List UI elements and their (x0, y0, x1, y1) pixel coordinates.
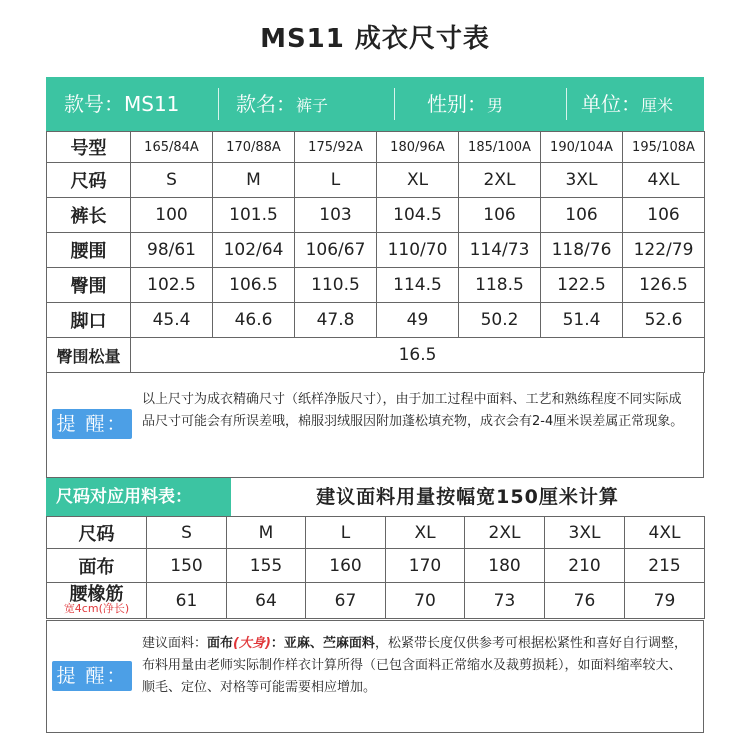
row-label-hip-ease: 臀围松量 (47, 338, 131, 373)
table-cell: 51.4 (541, 303, 623, 338)
table-row (47, 517, 705, 549)
table-cell: 215 (625, 549, 705, 583)
table-cell: 70 (386, 583, 465, 619)
note-box (46, 372, 704, 478)
table-row (47, 583, 705, 619)
table-cell: 47.8 (295, 303, 377, 338)
note-prefix: 建议面料： (142, 636, 208, 651)
row-label-elastic (47, 583, 147, 619)
note-rest: ，松紧带长度仅供参考可根据松紧性和喜好自行调整，布料用量由老师实际制作样衣计算所得（已包含面料正常缩水及裁剪损耗），如面料缩率较大、顺毛、定位、对格等可能需要相应增加。 (142, 636, 687, 695)
table-cell: 102.5 (131, 268, 213, 303)
table-cell: 210 (545, 549, 625, 583)
table-cell: 106/67 (295, 233, 377, 268)
note-box (46, 620, 704, 733)
table-cell: 180/96A (377, 132, 459, 163)
divider (566, 88, 567, 120)
table-cell: 190/104A (541, 132, 623, 163)
divider (394, 88, 395, 120)
table-cell: 101.5 (213, 198, 295, 233)
unit-value: 厘米 (641, 96, 674, 115)
row-label-hem: 脚口 (47, 303, 131, 338)
size-table (46, 131, 705, 373)
table-cell: 195/108A (623, 132, 705, 163)
elastic-sublabel: 宽4cm(净长) (63, 601, 130, 615)
table-cell: M (213, 163, 295, 198)
table-cell: 110/70 (377, 233, 459, 268)
table-cell: 3XL (541, 163, 623, 198)
table-row (47, 163, 705, 198)
garment-name-value: 裤子 (296, 96, 329, 115)
fabric-section-title: 建议面料用量按幅宽150厘米计算 (316, 486, 619, 508)
table-cell: 126.5 (623, 268, 705, 303)
note-text (142, 633, 694, 699)
table-cell: 98/61 (131, 233, 213, 268)
table-row (47, 338, 705, 373)
table-cell: 67 (306, 583, 386, 619)
table-cell: 165/84A (131, 132, 213, 163)
table-cell: 106 (459, 198, 541, 233)
row-label-size: 尺码 (47, 163, 131, 198)
table-cell: 45.4 (131, 303, 213, 338)
row-label-length: 裤长 (47, 198, 131, 233)
divider (218, 88, 219, 120)
elastic-label: 腰橡筋 (69, 583, 124, 605)
table-row (47, 268, 705, 303)
table-cell: 4XL (625, 517, 705, 549)
table-cell: 155 (227, 549, 306, 583)
gender-label: 性别： (427, 92, 487, 116)
row-label-fabric: 面布 (47, 549, 147, 583)
table-cell: 73 (465, 583, 545, 619)
table-cell: 46.6 (213, 303, 295, 338)
table-cell: 102/64 (213, 233, 295, 268)
table-cell: 103 (295, 198, 377, 233)
table-cell: 2XL (465, 517, 545, 549)
table-row (47, 198, 705, 233)
fabric-table (46, 516, 705, 619)
table-cell: 160 (306, 549, 386, 583)
table-cell: 114.5 (377, 268, 459, 303)
table-cell: L (295, 163, 377, 198)
table-cell: S (131, 163, 213, 198)
table-cell: 52.6 (623, 303, 705, 338)
table-cell: 175/92A (295, 132, 377, 163)
table-cell: 3XL (545, 517, 625, 549)
table-cell: 4XL (623, 163, 705, 198)
note-badge: 提 醒： (52, 409, 132, 439)
table-row (47, 549, 705, 583)
table-cell: 150 (147, 549, 227, 583)
table-cell: M (227, 517, 306, 549)
table-cell: 122.5 (541, 268, 623, 303)
table-cell: 61 (147, 583, 227, 619)
table-cell: 76 (545, 583, 625, 619)
fabric-section-label: 尺码对应用料表： (46, 478, 231, 516)
table-cell: 64 (227, 583, 306, 619)
table-cell: 79 (625, 583, 705, 619)
table-cell: 118/76 (541, 233, 623, 268)
table-cell: 180 (465, 549, 545, 583)
page-title: MS11 成衣尺寸表 (260, 24, 490, 54)
note-badge: 提 醒： (52, 661, 132, 691)
table-cell: 114/73 (459, 233, 541, 268)
note-bold-material: ：亚麻、苎麻面料 (270, 636, 375, 651)
table-cell: 170/88A (213, 132, 295, 163)
table-cell: L (306, 517, 386, 549)
row-label-waist: 腰围 (47, 233, 131, 268)
gender (427, 77, 503, 131)
table-cell: 50.2 (459, 303, 541, 338)
row-label-size: 尺码 (47, 517, 147, 549)
table-cell: 2XL (459, 163, 541, 198)
table-cell: XL (386, 517, 465, 549)
note-bold-fabric: 面布 (207, 636, 234, 651)
row-label-hip: 臀围 (47, 268, 131, 303)
gender-value: 男 (487, 96, 504, 115)
note-red-body: (大身) (233, 636, 271, 651)
table-cell: 110.5 (295, 268, 377, 303)
unit (581, 77, 673, 131)
table-row (47, 303, 705, 338)
unit-label: 单位： (581, 92, 641, 116)
note-text: 以上尺寸为成衣精确尺寸（纸样净版尺寸），由于加工过程中面料、工艺和熟练程度不同实际成品尺寸可能会有所误差哦，棉服羽绒服因附加蓬松填充物，成衣会有2-4厘米误差属正常现象。 (142, 392, 684, 429)
table-cell: 170 (386, 549, 465, 583)
table-cell: S (147, 517, 227, 549)
table-cell: 106 (541, 198, 623, 233)
table-row (47, 233, 705, 268)
table-cell: 49 (377, 303, 459, 338)
style-number: 款号：MS11 (64, 92, 180, 116)
row-label-size-code: 号型 (47, 132, 131, 163)
table-cell: 185/100A (459, 132, 541, 163)
table-cell: 100 (131, 198, 213, 233)
garment-name-label: 款名： (236, 92, 296, 116)
table-cell: 106 (623, 198, 705, 233)
hip-ease-value: 16.5 (131, 338, 705, 373)
table-cell: 106.5 (213, 268, 295, 303)
table-cell: 122/79 (623, 233, 705, 268)
table-cell: 118.5 (459, 268, 541, 303)
garment-name (236, 77, 328, 131)
table-row (47, 132, 705, 163)
table-cell: XL (377, 163, 459, 198)
table-cell: 104.5 (377, 198, 459, 233)
info-header-bar (46, 77, 704, 131)
